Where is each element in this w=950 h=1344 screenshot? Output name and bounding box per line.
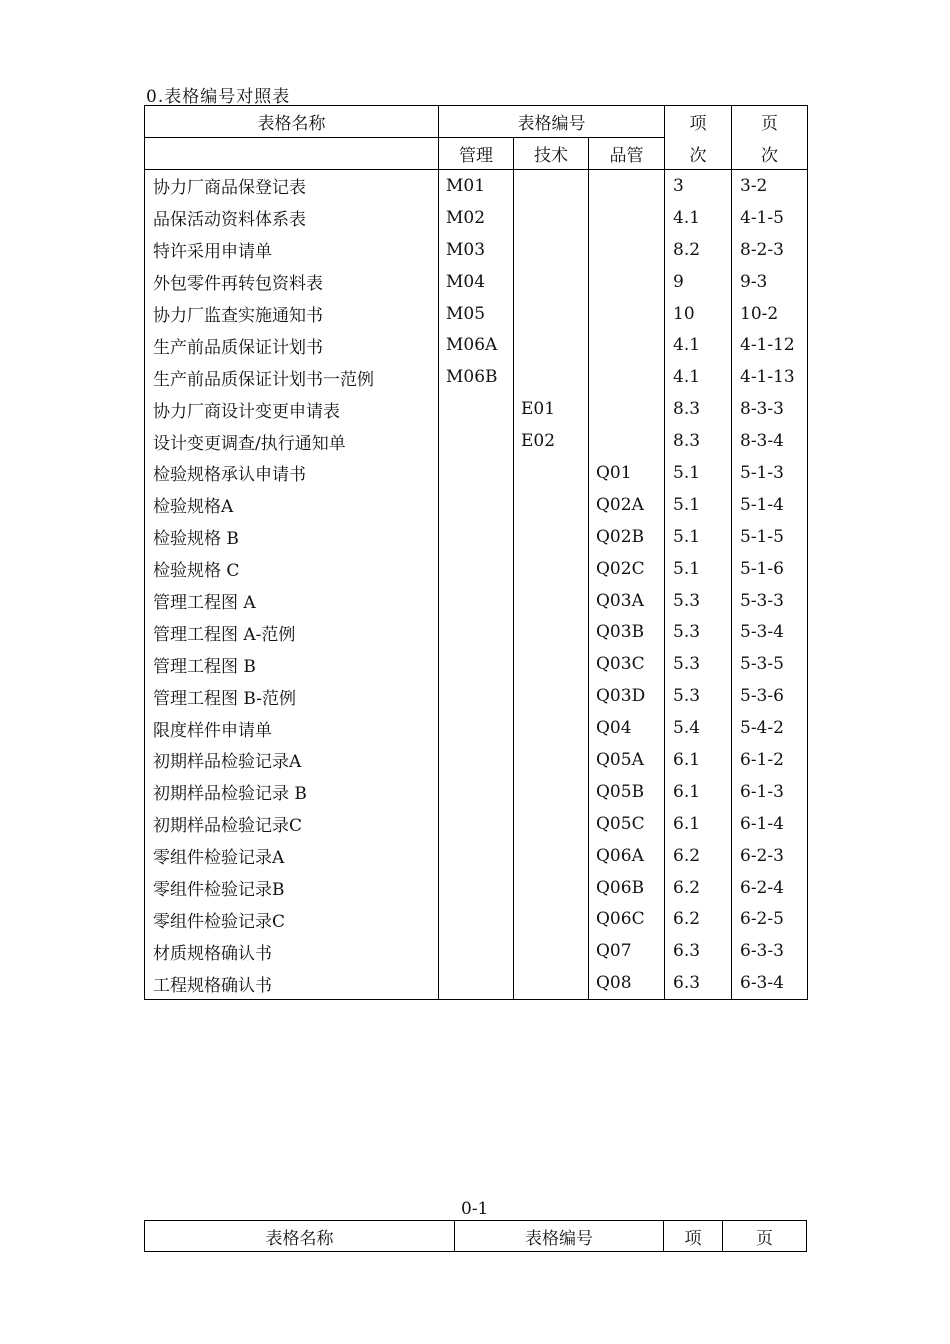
row-page-cell: 6-2-5: [732, 903, 808, 935]
table-row: [145, 616, 808, 648]
row-mgmt-code-cell: [439, 616, 514, 648]
row-name-cell: 生产前品质保证计划书一范例: [145, 361, 439, 393]
table-row: [145, 712, 808, 744]
row-qc-code-cell: Q03A: [589, 585, 665, 617]
row-mgmt-code-cell: M06A: [439, 329, 514, 361]
row-tech-code-cell: [514, 234, 589, 266]
row-page-cell: 5-3-3: [732, 585, 808, 617]
row-page-cell: 10-2: [732, 298, 808, 330]
table-row: [145, 840, 808, 872]
table-row: [145, 553, 808, 585]
row-page-cell: 6-2-3: [732, 840, 808, 872]
row-qc-code-cell: Q07: [589, 935, 665, 967]
row-qc-code-cell: Q02C: [589, 553, 665, 585]
row-item-cell: 5.1: [665, 553, 732, 585]
row-tech-code-cell: [514, 840, 589, 872]
row-item-cell: 6.3: [665, 967, 732, 999]
header-code: 表格编号: [439, 106, 665, 138]
form-number-table: [144, 105, 808, 1000]
table-row: [145, 425, 808, 457]
row-page-cell: 4-1-13: [732, 361, 808, 393]
row-item-cell: 6.3: [665, 935, 732, 967]
row-item-cell: 6.1: [665, 808, 732, 840]
row-page-cell: 5-3-4: [732, 616, 808, 648]
row-tech-code-cell: E01: [514, 393, 589, 425]
row-name-cell: 初期样品检验记录C: [145, 808, 439, 840]
row-item-cell: 5.3: [665, 648, 732, 680]
header-item-top: 项: [665, 106, 732, 138]
row-mgmt-code-cell: [439, 648, 514, 680]
row-item-cell: 3: [665, 170, 732, 202]
row-item-cell: 4.1: [665, 329, 732, 361]
row-item-cell: 6.1: [665, 744, 732, 776]
header-sub-tech: 技术: [514, 138, 589, 170]
row-qc-code-cell: Q03C: [589, 648, 665, 680]
row-item-cell: 5.3: [665, 616, 732, 648]
row-tech-code-cell: [514, 648, 589, 680]
row-tech-code-cell: [514, 744, 589, 776]
table-row: [145, 234, 808, 266]
header-sub-qc: 品管: [589, 138, 665, 170]
table-row: [145, 393, 808, 425]
page-number: 0-1: [461, 1199, 489, 1219]
row-qc-code-cell: Q03D: [589, 680, 665, 712]
row-mgmt-code-cell: M06B: [439, 361, 514, 393]
row-mgmt-code-cell: [439, 808, 514, 840]
row-item-cell: 9: [665, 266, 732, 298]
row-mgmt-code-cell: M01: [439, 170, 514, 202]
row-page-cell: 5-1-3: [732, 457, 808, 489]
row-page-cell: 5-1-4: [732, 489, 808, 521]
row-name-cell: 零组件检验记录A: [145, 840, 439, 872]
row-tech-code-cell: [514, 329, 589, 361]
row-item-cell: 5.3: [665, 585, 732, 617]
row-tech-code-cell: [514, 616, 589, 648]
row-tech-code-cell: [514, 967, 589, 999]
footer-header-page: 页: [723, 1221, 807, 1252]
row-mgmt-code-cell: M04: [439, 266, 514, 298]
table-row: [145, 680, 808, 712]
row-page-cell: 4-1-12: [732, 329, 808, 361]
row-item-cell: 6.2: [665, 840, 732, 872]
table-row: [145, 170, 808, 202]
table-row: [145, 361, 808, 393]
header-name-blank: [145, 138, 439, 170]
row-item-cell: 6.2: [665, 872, 732, 904]
row-name-cell: 检验规格 B: [145, 521, 439, 553]
row-qc-code-cell: [589, 329, 665, 361]
row-name-cell: 零组件检验记录C: [145, 903, 439, 935]
footer-header-code: 表格编号: [455, 1221, 664, 1252]
row-mgmt-code-cell: M05: [439, 298, 514, 330]
header-page-top: 页: [732, 106, 808, 138]
row-page-cell: 5-1-6: [732, 553, 808, 585]
row-tech-code-cell: [514, 266, 589, 298]
table-row: [145, 298, 808, 330]
row-qc-code-cell: Q06C: [589, 903, 665, 935]
row-qc-code-cell: Q04: [589, 712, 665, 744]
table-row: [145, 808, 808, 840]
row-tech-code-cell: [514, 712, 589, 744]
row-mgmt-code-cell: [439, 903, 514, 935]
row-mgmt-code-cell: [439, 840, 514, 872]
table-row: [145, 648, 808, 680]
row-tech-code-cell: [514, 521, 589, 553]
row-page-cell: 8-2-3: [732, 234, 808, 266]
row-item-cell: 6.1: [665, 776, 732, 808]
row-name-cell: 品保活动资料体系表: [145, 202, 439, 234]
table-row: [145, 935, 808, 967]
row-name-cell: 协力厂监查实施通知书: [145, 298, 439, 330]
row-page-cell: 6-1-2: [732, 744, 808, 776]
row-qc-code-cell: [589, 393, 665, 425]
row-qc-code-cell: [589, 298, 665, 330]
row-tech-code-cell: [514, 170, 589, 202]
row-page-cell: 6-1-3: [732, 776, 808, 808]
table-row: [145, 329, 808, 361]
row-name-cell: 协力厂商品保登记表: [145, 170, 439, 202]
row-name-cell: 初期样品检验记录 B: [145, 776, 439, 808]
row-qc-code-cell: [589, 234, 665, 266]
row-tech-code-cell: [514, 489, 589, 521]
row-tech-code-cell: [514, 903, 589, 935]
header-item-bottom: 次: [665, 138, 732, 170]
row-qc-code-cell: [589, 266, 665, 298]
table-row: [145, 489, 808, 521]
row-name-cell: 设计变更调查/执行通知单: [145, 425, 439, 457]
row-item-cell: 6.2: [665, 903, 732, 935]
row-tech-code-cell: [514, 935, 589, 967]
row-qc-code-cell: Q03B: [589, 616, 665, 648]
row-name-cell: 生产前品质保证计划书: [145, 329, 439, 361]
row-page-cell: 6-1-4: [732, 808, 808, 840]
row-tech-code-cell: [514, 361, 589, 393]
row-page-cell: 6-2-4: [732, 872, 808, 904]
row-page-cell: 9-3: [732, 266, 808, 298]
row-name-cell: 检验规格A: [145, 489, 439, 521]
continuation-table-header: [144, 1220, 807, 1252]
row-name-cell: 限度样件申请单: [145, 712, 439, 744]
row-item-cell: 5.1: [665, 521, 732, 553]
row-qc-code-cell: [589, 425, 665, 457]
row-item-cell: 4.1: [665, 202, 732, 234]
row-mgmt-code-cell: [439, 425, 514, 457]
row-name-cell: 检验规格 C: [145, 553, 439, 585]
table-row: [145, 967, 808, 999]
row-name-cell: 管理工程图 A-范例: [145, 616, 439, 648]
row-tech-code-cell: E02: [514, 425, 589, 457]
row-qc-code-cell: Q05A: [589, 744, 665, 776]
row-qc-code-cell: Q08: [589, 967, 665, 999]
table-row: [145, 903, 808, 935]
row-qc-code-cell: [589, 170, 665, 202]
table-row: [145, 585, 808, 617]
page-title: 0.表格编号对照表: [146, 87, 291, 107]
table-row: [145, 457, 808, 489]
row-tech-code-cell: [514, 553, 589, 585]
table-row: [145, 202, 808, 234]
header-row-1: [145, 106, 808, 138]
row-item-cell: 10: [665, 298, 732, 330]
header-page-bottom: 次: [732, 138, 808, 170]
header-name: 表格名称: [145, 106, 439, 138]
row-page-cell: 3-2: [732, 170, 808, 202]
row-mgmt-code-cell: [439, 585, 514, 617]
footer-header-row: [145, 1221, 807, 1252]
row-qc-code-cell: Q05B: [589, 776, 665, 808]
row-page-cell: 5-1-5: [732, 521, 808, 553]
row-item-cell: 8.2: [665, 234, 732, 266]
row-name-cell: 管理工程图 B-范例: [145, 680, 439, 712]
row-mgmt-code-cell: [439, 967, 514, 999]
row-item-cell: 5.1: [665, 457, 732, 489]
row-page-cell: 4-1-5: [732, 202, 808, 234]
row-item-cell: 5.3: [665, 680, 732, 712]
row-mgmt-code-cell: [439, 680, 514, 712]
row-mgmt-code-cell: [439, 489, 514, 521]
row-mgmt-code-cell: [439, 712, 514, 744]
row-qc-code-cell: Q05C: [589, 808, 665, 840]
row-qc-code-cell: Q01: [589, 457, 665, 489]
row-mgmt-code-cell: [439, 744, 514, 776]
row-page-cell: 6-3-3: [732, 935, 808, 967]
row-mgmt-code-cell: [439, 776, 514, 808]
row-item-cell: 5.1: [665, 489, 732, 521]
row-page-cell: 5-3-6: [732, 680, 808, 712]
row-tech-code-cell: [514, 585, 589, 617]
row-item-cell: 8.3: [665, 425, 732, 457]
row-tech-code-cell: [514, 872, 589, 904]
row-name-cell: 初期样品检验记录A: [145, 744, 439, 776]
row-qc-code-cell: Q02B: [589, 521, 665, 553]
row-mgmt-code-cell: [439, 521, 514, 553]
table-row: [145, 872, 808, 904]
table-row: [145, 776, 808, 808]
row-qc-code-cell: Q06A: [589, 840, 665, 872]
row-mgmt-code-cell: M03: [439, 234, 514, 266]
row-tech-code-cell: [514, 808, 589, 840]
row-mgmt-code-cell: [439, 393, 514, 425]
footer-header-name: 表格名称: [145, 1221, 455, 1252]
row-tech-code-cell: [514, 680, 589, 712]
row-page-cell: 5-4-2: [732, 712, 808, 744]
row-tech-code-cell: [514, 457, 589, 489]
row-name-cell: 外包零件再转包资料表: [145, 266, 439, 298]
row-tech-code-cell: [514, 298, 589, 330]
row-page-cell: 8-3-4: [732, 425, 808, 457]
row-name-cell: 管理工程图 A: [145, 585, 439, 617]
row-page-cell: 8-3-3: [732, 393, 808, 425]
row-mgmt-code-cell: [439, 935, 514, 967]
row-qc-code-cell: [589, 361, 665, 393]
row-name-cell: 工程规格确认书: [145, 967, 439, 999]
row-name-cell: 特许采用申请单: [145, 234, 439, 266]
row-name-cell: 管理工程图 B: [145, 648, 439, 680]
row-qc-code-cell: Q06B: [589, 872, 665, 904]
row-tech-code-cell: [514, 776, 589, 808]
table-row: [145, 521, 808, 553]
row-tech-code-cell: [514, 202, 589, 234]
row-qc-code-cell: [589, 202, 665, 234]
row-page-cell: 6-3-4: [732, 967, 808, 999]
row-name-cell: 零组件检验记录B: [145, 872, 439, 904]
table-row: [145, 744, 808, 776]
row-qc-code-cell: Q02A: [589, 489, 665, 521]
row-mgmt-code-cell: [439, 872, 514, 904]
row-item-cell: 5.4: [665, 712, 732, 744]
row-page-cell: 5-3-5: [732, 648, 808, 680]
table-row: [145, 266, 808, 298]
header-row-2: [145, 138, 808, 170]
row-mgmt-code-cell: M02: [439, 202, 514, 234]
row-name-cell: 检验规格承认申请书: [145, 457, 439, 489]
row-item-cell: 8.3: [665, 393, 732, 425]
row-mgmt-code-cell: [439, 457, 514, 489]
footer-header-item: 项: [664, 1221, 723, 1252]
row-name-cell: 材质规格确认书: [145, 935, 439, 967]
row-mgmt-code-cell: [439, 553, 514, 585]
header-sub-mgmt: 管理: [439, 138, 514, 170]
row-item-cell: 4.1: [665, 361, 732, 393]
row-name-cell: 协力厂商设计变更申请表: [145, 393, 439, 425]
